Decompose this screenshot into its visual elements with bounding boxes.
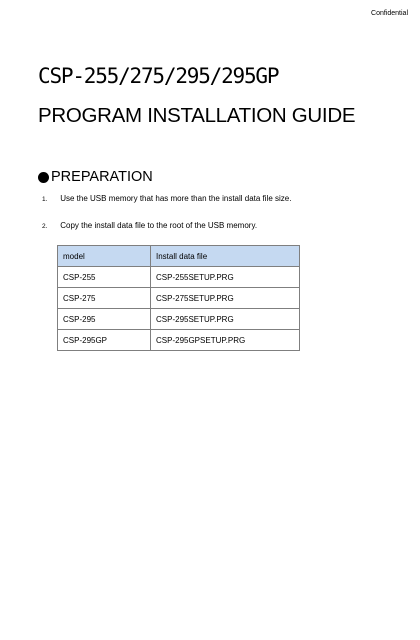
step-text: Copy the install data file to the root of the USB memory. (60, 221, 258, 230)
document-title-models: CSP-255/275/295/295GP (38, 64, 279, 88)
table-row (58, 288, 300, 309)
table-cell-model: CSP-255 (58, 267, 151, 288)
table-cell-file: CSP-275SETUP.PRG (151, 288, 300, 309)
column-header-install-file: Install data file (151, 246, 300, 267)
install-file-table (57, 245, 300, 351)
step-number: 2. (42, 223, 48, 230)
table-cell-model: CSP-275 (58, 288, 151, 309)
table-row (58, 267, 300, 288)
section-heading-preparation (38, 169, 153, 185)
step-item-1 (42, 194, 291, 203)
confidential-label: Confidential (371, 10, 408, 17)
step-item-2 (42, 221, 257, 230)
table-row (58, 330, 300, 351)
document-title-guide: PROGRAM INSTALLATION GUIDE (38, 104, 356, 127)
table-row (58, 309, 300, 330)
filled-circle-icon (38, 172, 49, 183)
table-cell-file: CSP-255SETUP.PRG (151, 267, 300, 288)
step-number: 1. (42, 196, 48, 203)
step-text: Use the USB memory that has more than the install data file size. (60, 194, 292, 203)
table-cell-file: CSP-295GPSETUP.PRG (151, 330, 300, 351)
table-cell-file: CSP-295SETUP.PRG (151, 309, 300, 330)
table-cell-model: CSP-295GP (58, 330, 151, 351)
section-heading-text: PREPARATION (51, 169, 153, 185)
table-cell-model: CSP-295 (58, 309, 151, 330)
table-header-row (58, 246, 300, 267)
column-header-model: model (58, 246, 151, 267)
